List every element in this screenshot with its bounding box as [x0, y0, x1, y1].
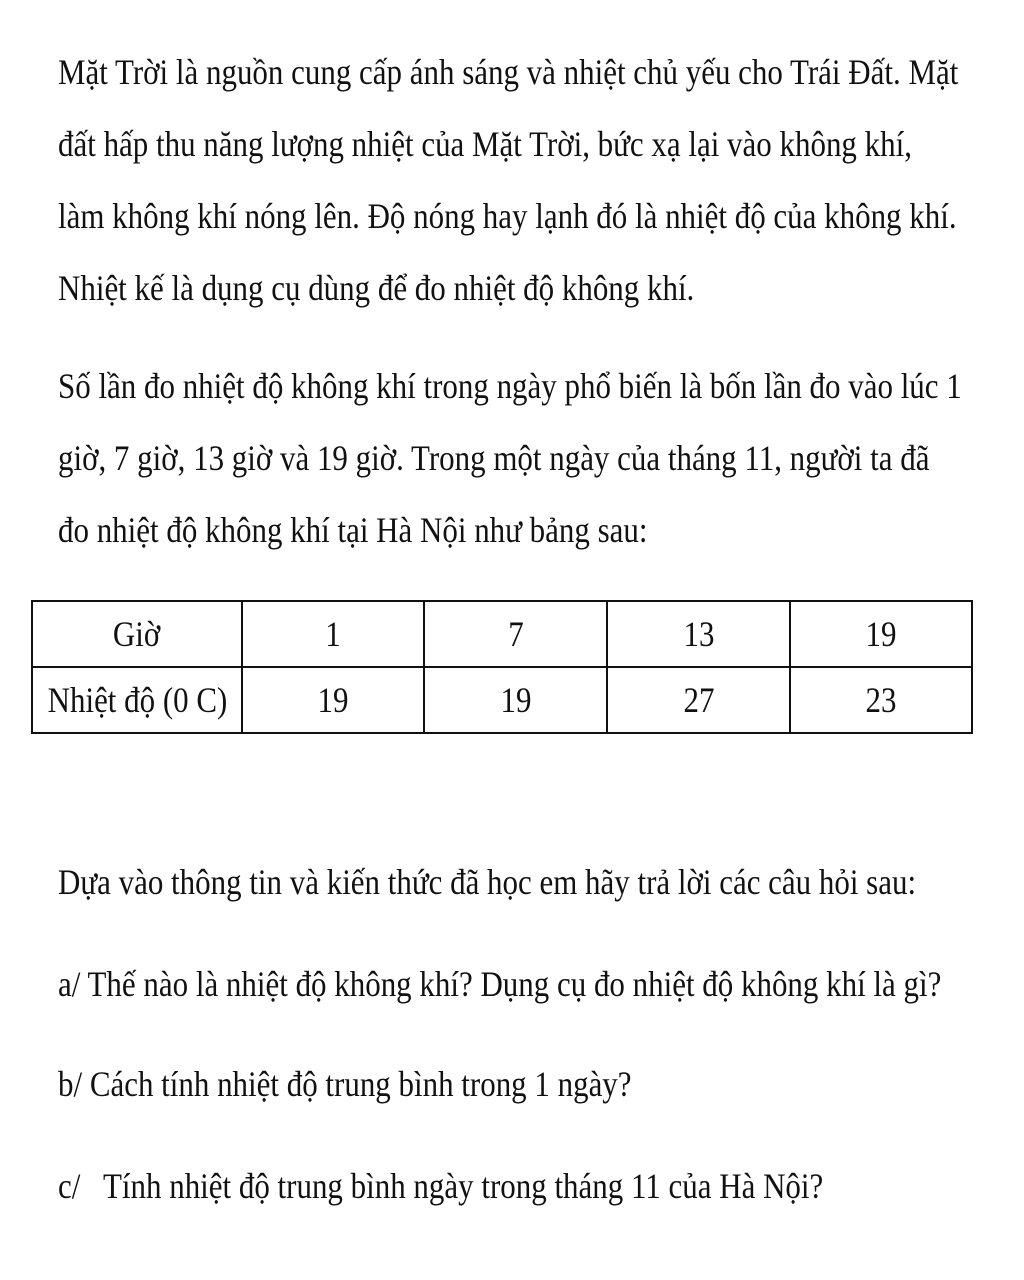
temperature-table-wrapper: [31, 600, 971, 734]
table-cell: 19: [242, 667, 424, 733]
table-row-hours: [32, 601, 972, 667]
table-row-label: Nhiệt độ (0 C): [32, 667, 242, 733]
paragraph-line: Số lần đo nhiệt độ không khí trong ngày phổ biến là bốn lần đo vào lúc 1: [58, 366, 962, 406]
paragraph-line: đo nhiệt độ không khí tại Hà Nội như bảng sau:: [58, 510, 648, 550]
table-row-label: Giờ: [32, 601, 242, 667]
table-cell: 19: [790, 601, 972, 667]
paragraph-line: đất hấp thu năng lượng nhiệt của Mặt Trời, bức xạ lại vào không khí,: [58, 124, 912, 164]
table-cell: 27: [607, 667, 790, 733]
intro-paragraph: [58, 36, 959, 324]
paragraph-line: Nhiệt kế là dụng cụ dùng để đo nhiệt độ không khí.: [58, 268, 695, 308]
table-cell: 1: [242, 601, 424, 667]
question-c: c/ Tính nhiệt độ trung bình ngày trong tháng 11 của Hà Nội?: [58, 1166, 824, 1206]
table-cell: 7: [424, 601, 607, 667]
paragraph-line: Mặt Trời là nguồn cung cấp ánh sáng và nhiệt chủ yếu cho Trái Đất. Mặt: [58, 52, 959, 92]
table-row-temperature: [32, 667, 972, 733]
questions-intro: Dựa vào thông tin và kiến thức đã học em hãy trả lời các câu hỏi sau:: [58, 862, 917, 902]
table-cell: 19: [424, 667, 607, 733]
table-cell: 23: [790, 667, 972, 733]
question-a: a/ Thế nào là nhiệt độ không khí? Dụng cụ đo nhiệt độ không khí là gì?: [58, 964, 942, 1004]
paragraph-line: giờ, 7 giờ, 13 giờ và 19 giờ. Trong một ngày của tháng 11, người ta đã: [58, 438, 930, 478]
table-cell: 13: [607, 601, 790, 667]
question-b: b/ Cách tính nhiệt độ trung bình trong 1 ngày?: [58, 1064, 632, 1104]
temperature-table: [31, 600, 973, 734]
measurement-paragraph: [58, 350, 962, 566]
paragraph-line: làm không khí nóng lên. Độ nóng hay lạnh đó là nhiệt độ của không khí.: [58, 196, 957, 236]
